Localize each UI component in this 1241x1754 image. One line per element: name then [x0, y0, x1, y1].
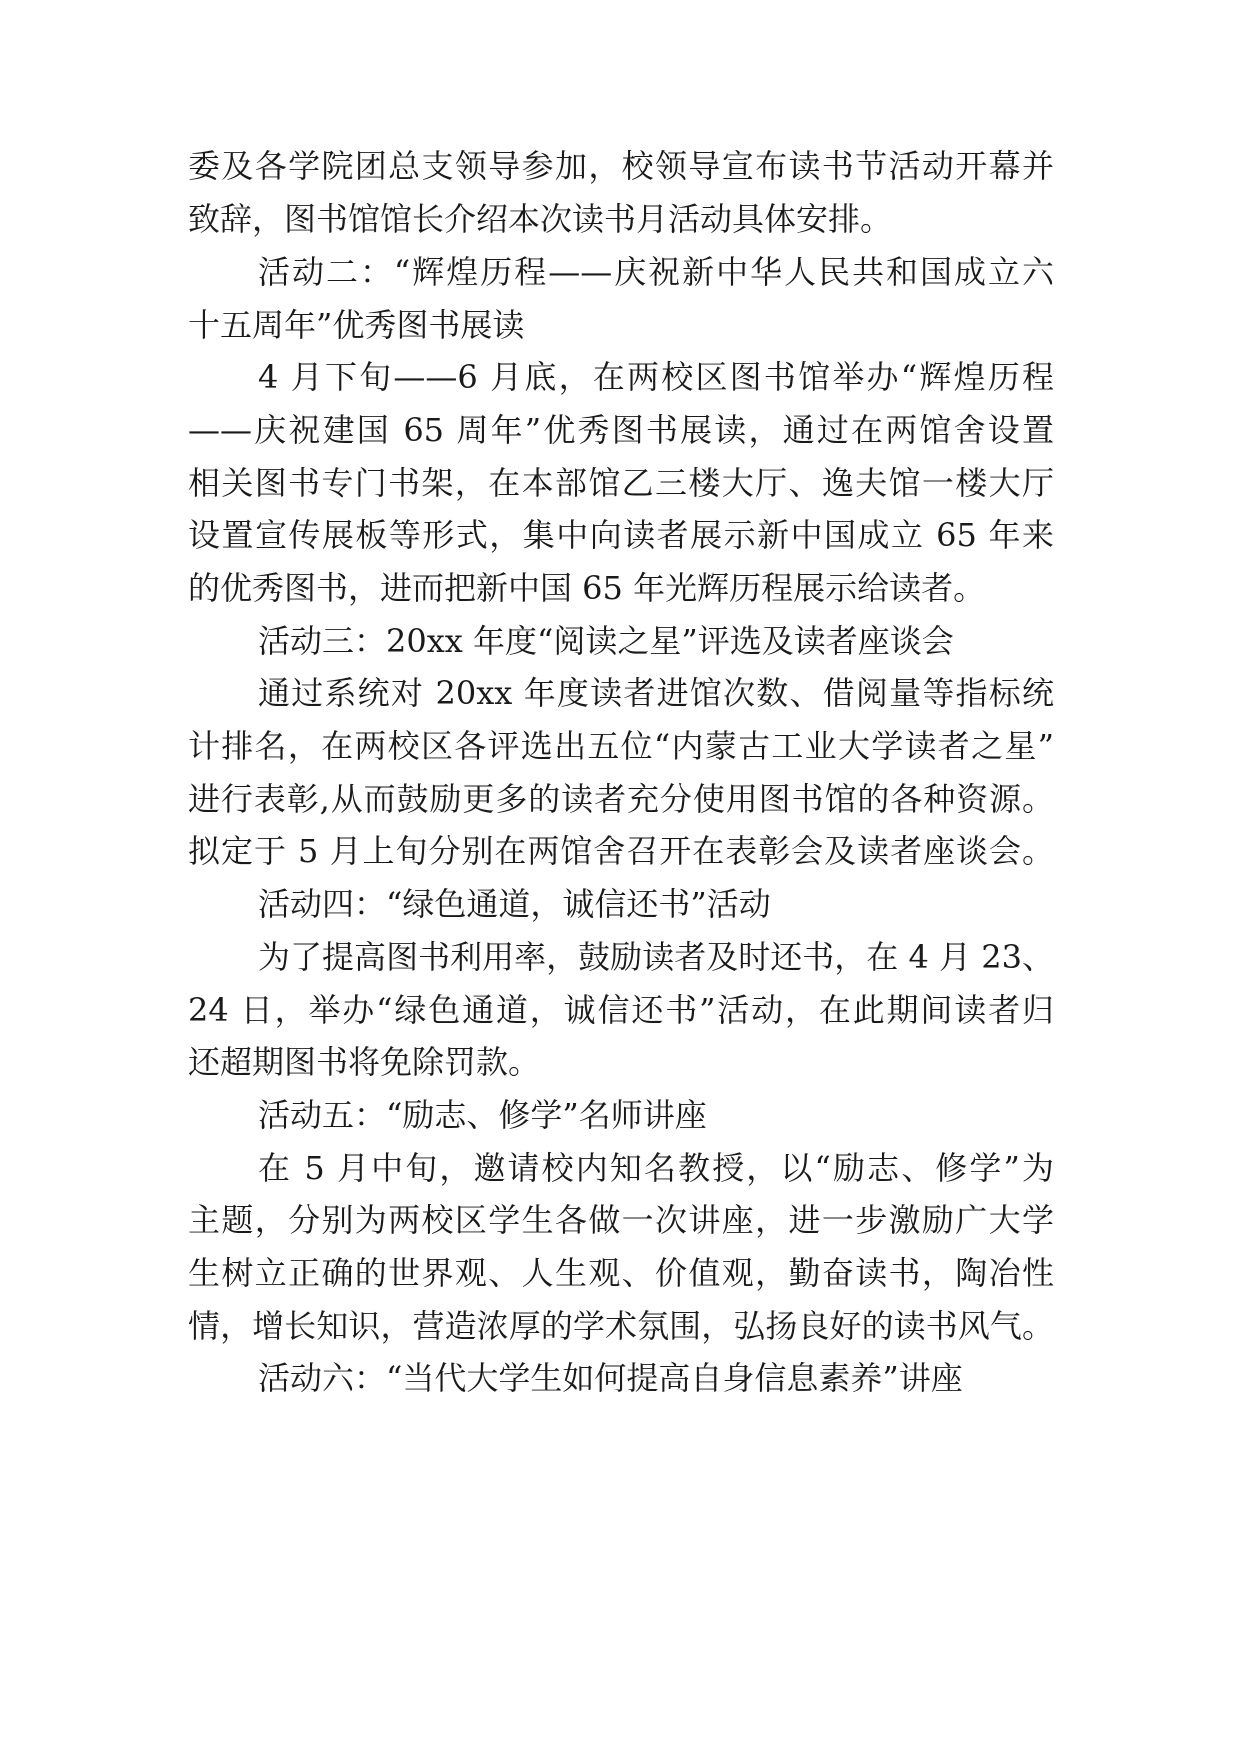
heading-activity-3: 活动三：20xx 年度“阅读之星”评选及读者座谈会: [258, 622, 954, 660]
text-line: 相关图书专门书架，在本部馆乙三楼大厅、逸夫馆一楼大厅: [188, 464, 1054, 502]
text-line: 的优秀图书，进而把新中国 65 年光辉历程展示给读者。: [188, 569, 986, 607]
heading-activity-2: 活动二：“辉煌历程——庆祝新中华人民共和国成立六: [258, 253, 1054, 291]
text-line: 24 日，举办“绿色通道，诚信还书”活动，在此期间读者归: [188, 991, 1054, 1029]
text-line: 4 月下旬——6 月底，在两校区图书馆举办“辉煌历程: [258, 358, 1054, 396]
text-line: 设置宣传展板等形式，集中向读者展示新中国成立 65 年来: [188, 516, 1054, 554]
text-line: 致辞，图书馆馆长介绍本次读书月活动具体安排。: [188, 200, 893, 238]
text-line: 在 5 月中旬，邀请校内知名教授，以“励志、修学”为: [258, 1149, 1054, 1187]
heading-activity-6: 活动六：“当代大学生如何提高自身信息素养”讲座: [258, 1359, 963, 1397]
text-line: 情，增长知识，营造浓厚的学术氛围，弘扬良好的读书风气。: [188, 1307, 1054, 1345]
text-line: 计排名，在两校区各评选出五位“内蒙古工业大学读者之星”: [188, 727, 1054, 765]
text-line: 委及各学院团总支领导参加，校领导宣布读书节活动开幕并: [188, 147, 1054, 185]
text-line: 还超期图书将免除罚款。: [188, 1043, 541, 1081]
text-line: 主题，分别为两校区学生各做一次讲座，进一步激励广大学: [188, 1201, 1054, 1239]
heading-activity-4: 活动四：“绿色通道，诚信还书”活动: [258, 885, 771, 923]
text-line: 拟定于 5 月上旬分别在两馆舍召开在表彰会及读者座谈会。: [188, 832, 1054, 870]
text-line: 通过系统对 20xx 年度读者进馆次数、借阅量等指标统: [258, 674, 1054, 712]
text-line: 进行表彰,从而鼓励更多的读者充分使用图书馆的各种资源。: [188, 780, 1054, 818]
text-line: ——庆祝建国 65 周年”优秀图书展读，通过在两馆舍设置: [188, 411, 1054, 449]
heading-activity-5: 活动五：“励志、修学”名师讲座: [258, 1096, 707, 1134]
text-line: 为了提高图书利用率，鼓励读者及时还书，在 4 月 23、: [258, 938, 1054, 976]
text-line: 生树立正确的世界观、人生观、价值观，勤奋读书，陶冶性: [188, 1254, 1054, 1292]
text-line: 十五周年”优秀图书展读: [188, 306, 525, 344]
